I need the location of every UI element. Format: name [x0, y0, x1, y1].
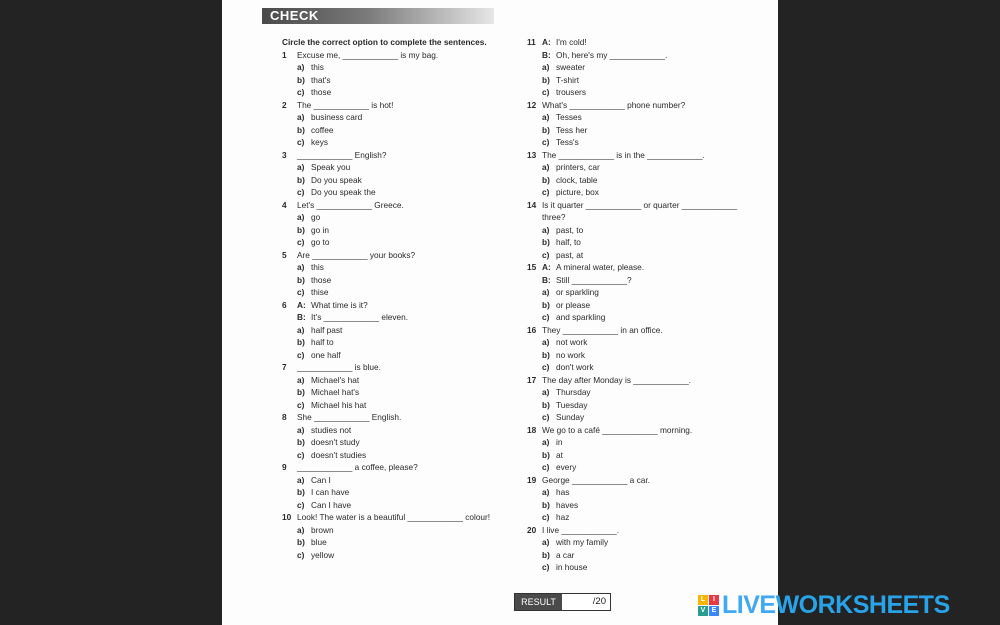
option-text: sweater: [556, 62, 586, 72]
answer-option[interactable]: [282, 261, 507, 274]
option-text: with my family: [556, 537, 609, 547]
option-text: has: [556, 487, 570, 497]
option-letter: c): [542, 312, 550, 322]
option-letter: b): [297, 224, 305, 235]
question-row: [282, 199, 507, 212]
question-text: A mineral water, please.: [556, 262, 645, 272]
liveworksheets-icon: [698, 595, 719, 616]
answer-option[interactable]: [282, 236, 507, 249]
option-text: T-shirt: [556, 74, 580, 85]
answer-option[interactable]: [282, 136, 507, 149]
option-letter: b): [297, 437, 305, 447]
question-text: She ____________ English.: [297, 412, 402, 422]
option-text: in house: [556, 562, 588, 572]
option-letter: b): [542, 124, 550, 135]
option-letter: c): [542, 249, 550, 260]
option-letter: b): [542, 549, 550, 560]
question-row: [527, 99, 752, 112]
option-letter: c): [542, 137, 550, 147]
option-text: keys: [311, 137, 329, 147]
option-text: brown: [311, 524, 334, 535]
question-number: 12: [527, 99, 537, 110]
answer-option[interactable]: [282, 174, 507, 187]
answer-option[interactable]: [282, 449, 507, 462]
answer-option[interactable]: [282, 286, 507, 299]
answer-option[interactable]: [282, 549, 507, 562]
question-number: 4: [282, 199, 287, 210]
answer-option[interactable]: [282, 374, 507, 387]
speaker-label: B:: [297, 312, 306, 322]
question-text: Are ____________ your books?: [297, 249, 416, 260]
answer-option[interactable]: [527, 499, 752, 512]
option-text: studies not: [311, 424, 352, 435]
option-letter: a): [542, 337, 550, 347]
question-row: [527, 524, 752, 537]
option-letter: b): [297, 337, 305, 347]
result-label: RESULT: [515, 594, 562, 610]
instruction-text: Circle the correct option to complete the sentences.: [282, 37, 487, 47]
option-text: yellow: [311, 549, 335, 560]
question-row: [527, 149, 752, 162]
option-letter: b): [542, 349, 550, 360]
answer-option[interactable]: [527, 111, 752, 124]
question-number: 20: [527, 524, 537, 535]
option-letter: a): [297, 62, 305, 72]
question-row: [282, 511, 507, 524]
option-letter: c): [297, 499, 305, 510]
option-text: every: [556, 462, 577, 472]
option-letter: a): [542, 112, 550, 122]
question-number: 7: [282, 362, 287, 372]
answer-option[interactable]: [282, 486, 507, 499]
question-text: ____________ a coffee, please?: [297, 462, 418, 472]
logo-tile-l: L: [698, 595, 708, 605]
option-text: blue: [311, 537, 327, 547]
option-text: Can I have: [311, 499, 352, 510]
answer-option[interactable]: [527, 174, 752, 187]
option-text: coffee: [311, 124, 334, 135]
option-letter: c): [297, 87, 305, 97]
option-text: past, to: [556, 224, 584, 235]
option-letter: c): [542, 187, 550, 197]
option-text: don't work: [556, 362, 594, 372]
option-letter: a): [297, 162, 305, 172]
answer-option[interactable]: [527, 561, 752, 574]
question-number: 3: [282, 149, 287, 160]
dialogue-row: [282, 311, 507, 324]
option-letter: a): [542, 62, 550, 72]
question-text: George ____________ a car.: [542, 474, 650, 485]
option-letter: a): [542, 537, 550, 547]
speaker-label: B:: [542, 274, 551, 285]
option-letter: c): [542, 362, 550, 372]
option-text: haves: [556, 499, 579, 510]
question-row: [527, 374, 752, 387]
answer-option[interactable]: [527, 449, 752, 462]
answer-option[interactable]: [282, 224, 507, 237]
answer-option[interactable]: [282, 274, 507, 287]
question-continuation: [527, 211, 752, 224]
question-row: [527, 424, 752, 437]
question-row: [282, 299, 507, 312]
question-number: 8: [282, 412, 287, 422]
question-text: What time is it?: [311, 299, 368, 310]
question-row: [527, 36, 752, 49]
option-text: doesn't study: [311, 437, 360, 447]
answer-option[interactable]: [527, 536, 752, 549]
answer-option[interactable]: [527, 74, 752, 87]
answer-option[interactable]: [527, 311, 752, 324]
answer-option[interactable]: [527, 61, 752, 74]
option-letter: a): [297, 324, 305, 335]
option-letter: c): [297, 549, 305, 560]
page-title: CHECK: [270, 8, 319, 23]
answer-option[interactable]: [527, 436, 752, 449]
answer-option[interactable]: [527, 249, 752, 262]
option-text: half, to: [556, 237, 581, 247]
answer-option[interactable]: [527, 136, 752, 149]
option-letter: b): [297, 537, 305, 547]
question-row: [527, 324, 752, 337]
question-row: [282, 149, 507, 162]
question-row: [527, 261, 752, 274]
option-letter: a): [542, 487, 550, 497]
option-letter: a): [542, 387, 550, 397]
option-letter: a): [297, 424, 305, 435]
option-letter: b): [542, 399, 550, 410]
answer-option[interactable]: [527, 286, 752, 299]
answer-option[interactable]: [282, 349, 507, 362]
option-text: go in: [311, 224, 329, 235]
dialogue-text: Still ____________?: [556, 274, 632, 285]
answer-option[interactable]: [527, 549, 752, 562]
question-row: [282, 249, 507, 262]
answer-option[interactable]: [282, 86, 507, 99]
option-text: at: [556, 449, 563, 460]
option-letter: c): [542, 87, 550, 97]
answer-option[interactable]: [527, 461, 752, 474]
answer-option[interactable]: [527, 124, 752, 137]
option-text: no work: [556, 349, 586, 360]
option-text: thise: [311, 287, 329, 297]
answer-option[interactable]: [527, 386, 752, 399]
answer-option[interactable]: [282, 399, 507, 412]
option-letter: b): [297, 387, 305, 397]
option-text: Speak you: [311, 162, 351, 172]
liveworksheets-wordmark: [722, 590, 950, 620]
left-column: [282, 36, 507, 561]
dialogue-text: It's ____________ eleven.: [311, 312, 409, 322]
question-text: Excuse me, ____________ is my bag.: [297, 49, 439, 60]
option-letter: a): [297, 374, 305, 385]
question-number: 19: [527, 474, 537, 485]
option-text: this: [311, 262, 324, 272]
answer-option[interactable]: [527, 411, 752, 424]
question-number: 13: [527, 149, 537, 160]
answer-option[interactable]: [527, 361, 752, 374]
option-text: go: [311, 212, 321, 222]
question-text: Look! The water is a beautiful ____________ colour!: [297, 512, 491, 522]
option-letter: b): [297, 487, 305, 497]
question-text: three?: [542, 212, 566, 222]
answer-option[interactable]: [527, 399, 752, 412]
option-letter: b): [542, 74, 550, 85]
brand-worksheets: WORKSHEETS: [775, 591, 950, 619]
answer-option[interactable]: [282, 324, 507, 337]
answer-option[interactable]: [282, 211, 507, 224]
option-text: clock, table: [556, 174, 598, 185]
option-text: trousers: [556, 87, 586, 97]
option-letter: a): [297, 474, 305, 485]
option-text: Sunday: [556, 412, 585, 422]
question-number: 11: [527, 37, 536, 47]
question-row: [282, 411, 507, 424]
option-text: Tess's: [556, 137, 579, 147]
answer-option[interactable]: [282, 336, 507, 349]
option-letter: b): [542, 299, 550, 310]
question-number: 18: [527, 424, 537, 435]
option-letter: c): [297, 237, 305, 247]
question-number: 2: [282, 99, 287, 110]
option-text: and sparkling: [556, 312, 606, 322]
answer-option[interactable]: [282, 424, 507, 437]
question-number: 14: [527, 199, 537, 210]
question-number: 17: [527, 374, 537, 385]
question-row: [527, 474, 752, 487]
option-letter: a): [297, 212, 305, 222]
option-letter: b): [542, 174, 550, 185]
question-row: [282, 99, 507, 112]
option-letter: c): [542, 562, 550, 572]
option-letter: a): [297, 262, 305, 272]
answer-option[interactable]: [282, 474, 507, 487]
answer-option[interactable]: [527, 299, 752, 312]
option-text: or please: [556, 299, 591, 310]
answer-option[interactable]: [282, 61, 507, 74]
logo-tile-i: I: [709, 595, 719, 605]
option-text: in: [556, 437, 563, 447]
option-text: Michael hat's: [311, 387, 360, 397]
option-text: Thursday: [556, 387, 591, 397]
logo-tile-v: V: [698, 606, 708, 616]
option-letter: c): [297, 449, 305, 460]
option-letter: b): [542, 237, 550, 247]
answer-option[interactable]: [282, 499, 507, 512]
option-letter: b): [542, 449, 550, 460]
option-letter: c): [542, 412, 550, 422]
option-letter: a): [542, 162, 550, 172]
question-text: ____________ is blue.: [297, 362, 381, 372]
question-text: We go to a café ____________ morning.: [542, 424, 693, 435]
option-letter: a): [542, 287, 550, 297]
question-text: Let's ____________ Greece.: [297, 199, 404, 210]
option-text: a car: [556, 549, 575, 560]
question-text: What's ____________ phone number?: [542, 99, 686, 110]
answer-option[interactable]: [282, 524, 507, 537]
option-letter: c): [297, 349, 305, 360]
option-letter: a): [542, 224, 550, 235]
option-letter: a): [297, 112, 305, 122]
option-text: Michael his hat: [311, 399, 367, 410]
option-text: this: [311, 62, 324, 72]
option-text: Do you speak: [311, 174, 362, 185]
option-text: not work: [556, 337, 588, 347]
question-number: 9: [282, 462, 287, 472]
result-box: [514, 593, 611, 611]
answer-option[interactable]: [282, 536, 507, 549]
left-dark-margin: [0, 0, 222, 625]
option-text: past, at: [556, 249, 584, 260]
answer-option[interactable]: [282, 186, 507, 199]
option-letter: b): [542, 499, 550, 510]
option-text: or sparkling: [556, 287, 599, 297]
option-text: Can I: [311, 474, 331, 485]
option-text: half past: [311, 324, 343, 335]
result-score[interactable]: /20: [592, 596, 606, 607]
option-text: go to: [311, 237, 330, 247]
speaker-label: A:: [297, 299, 306, 310]
option-text: printers, car: [556, 162, 600, 172]
answer-option[interactable]: [282, 436, 507, 449]
answer-option[interactable]: [527, 161, 752, 174]
question-number: 1: [282, 49, 287, 60]
answer-option[interactable]: [527, 236, 752, 249]
dialogue-text: Oh, here's my ____________.: [556, 49, 668, 60]
answer-option[interactable]: [282, 161, 507, 174]
question-row: [282, 461, 507, 474]
option-letter: b): [297, 274, 305, 285]
option-letter: b): [297, 124, 305, 135]
option-letter: b): [297, 74, 305, 85]
answer-option[interactable]: [282, 111, 507, 124]
answer-option[interactable]: [282, 74, 507, 87]
logo-tile-e: E: [709, 606, 719, 616]
option-letter: c): [297, 287, 305, 297]
question-text: The ____________ is in the ____________.: [542, 149, 705, 160]
option-letter: c): [297, 187, 305, 197]
option-letter: c): [297, 137, 305, 147]
option-text: doesn't studies: [311, 449, 367, 460]
right-column: [527, 36, 752, 574]
speaker-label: B:: [542, 49, 551, 60]
answer-option[interactable]: [527, 486, 752, 499]
question-text: The ____________ is hot!: [297, 99, 394, 110]
question-number: 5: [282, 249, 287, 260]
option-letter: c): [297, 399, 305, 410]
question-row: [282, 49, 507, 62]
option-text: Tesses: [556, 112, 582, 122]
question-text: I live ____________.: [542, 524, 620, 535]
option-text: business card: [311, 112, 363, 122]
question-number: 15: [527, 262, 537, 272]
option-text: those: [311, 274, 332, 285]
option-text: haz: [556, 512, 570, 522]
answer-option[interactable]: [527, 336, 752, 349]
option-text: that's: [311, 74, 331, 85]
answer-option[interactable]: [527, 349, 752, 362]
dialogue-row: [527, 274, 752, 287]
speaker-label: A:: [542, 262, 551, 272]
answer-option[interactable]: [527, 86, 752, 99]
option-text: Michael's hat: [311, 374, 360, 385]
option-letter: b): [297, 174, 305, 185]
option-letter: c): [542, 462, 550, 472]
answer-option[interactable]: [282, 386, 507, 399]
question-text: They ____________ in an office.: [542, 324, 663, 335]
option-letter: a): [297, 524, 305, 535]
option-letter: c): [542, 512, 550, 522]
brand-live: LIVE: [722, 591, 776, 619]
speaker-label: A:: [542, 37, 551, 47]
question-text: The day after Monday is ____________.: [542, 374, 691, 385]
answer-option[interactable]: [527, 186, 752, 199]
option-text: half to: [311, 337, 334, 347]
liveworksheets-logo[interactable]: [698, 590, 950, 620]
question-text: Is it quarter ____________ or quarter ____________: [542, 199, 738, 210]
dialogue-row: [527, 49, 752, 62]
question-number: 6: [282, 299, 287, 310]
option-text: I can have: [311, 487, 350, 497]
option-text: Tess her: [556, 124, 588, 135]
option-text: picture, box: [556, 187, 599, 197]
answer-option[interactable]: [527, 511, 752, 524]
option-letter: a): [542, 437, 550, 447]
option-text: Do you speak the: [311, 187, 376, 197]
question-row: [282, 361, 507, 374]
question-text: I'm cold!: [556, 37, 587, 47]
option-text: those: [311, 87, 332, 97]
answer-option[interactable]: [527, 224, 752, 237]
answer-option[interactable]: [282, 124, 507, 137]
question-row: [527, 199, 752, 212]
question-number: 16: [527, 324, 537, 335]
question-text: ____________ English?: [297, 149, 387, 160]
option-text: Tuesday: [556, 399, 588, 410]
right-dark-margin: [775, 0, 1000, 625]
question-number: 10: [282, 512, 292, 522]
option-text: one half: [311, 349, 341, 360]
